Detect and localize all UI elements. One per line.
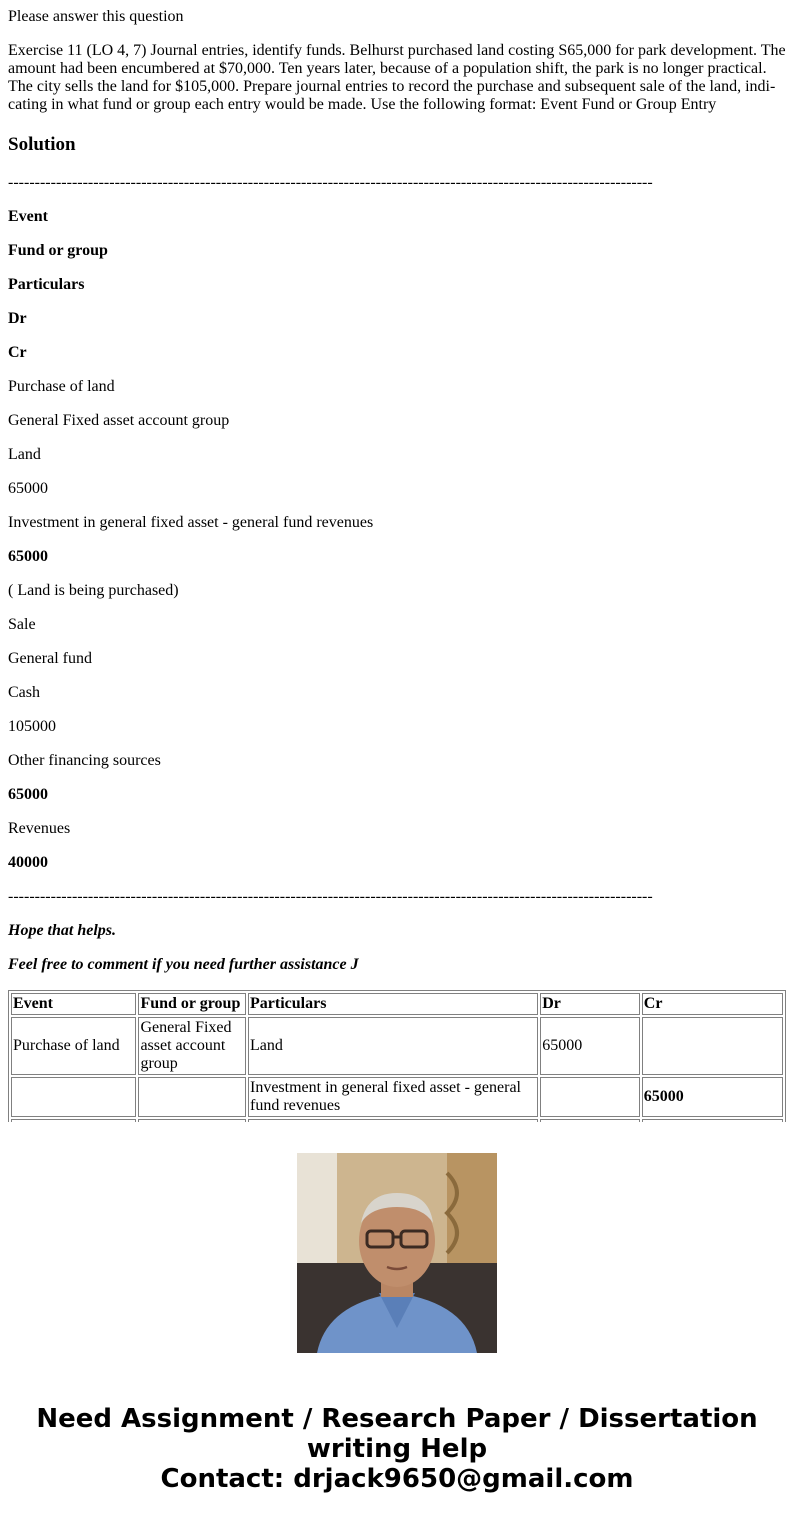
- solution-line: Event: [8, 208, 48, 225]
- table-cell: Purchase of land: [11, 1017, 136, 1075]
- solution-line: 65000: [8, 548, 48, 565]
- avatar: [297, 1153, 497, 1353]
- table-header-cell: Cr: [642, 993, 783, 1015]
- table-cell: [138, 1077, 246, 1117]
- solution-line: Cr: [8, 344, 27, 361]
- solution-line: General Fixed asset account group: [8, 412, 230, 429]
- solution-line: 105000: [8, 718, 56, 735]
- table-cell: [642, 1017, 783, 1075]
- table-header-cell: Particulars: [248, 993, 538, 1015]
- solution-line: Sale: [8, 616, 36, 633]
- document-body: [8, 0, 788, 1122]
- promo-banner: [0, 1122, 794, 1523]
- table-header-cell: Event: [11, 993, 136, 1015]
- table-cell: Land: [248, 1017, 538, 1075]
- table-header-cell: Dr: [540, 993, 640, 1015]
- question-intro: Please answer this question: [8, 8, 184, 25]
- solution-line: 65000: [8, 480, 48, 497]
- solution-line: Dr: [8, 310, 27, 327]
- table-cell: [11, 1077, 136, 1117]
- table-cell: General Fixed asset account group: [138, 1017, 246, 1075]
- solution-line: 40000: [8, 854, 48, 871]
- table-cell: Investment in general fixed asset - general fund revenues: [248, 1077, 538, 1117]
- promo-line-3: Contact: drjack9650@gmail.com: [160, 1464, 634, 1494]
- promo-text: [0, 1404, 794, 1494]
- closing-hope: Hope that helps.: [8, 922, 117, 939]
- table-cell: 65000: [642, 1077, 783, 1117]
- solution-line: 65000: [8, 786, 48, 803]
- solution-line: Other financing sources: [8, 752, 161, 769]
- solution-line: Investment in general fixed asset - general fund revenues: [8, 514, 374, 531]
- solution-line: Land: [8, 446, 41, 463]
- table-header-cell: Fund or group: [138, 993, 246, 1015]
- question-text: Exercise 11 (LO 4, 7) Journal entries, identify funds. Belhurst purchased land costing S65,000 for park development. The amount had been encumbered at $70,000. Ten years later, because of a population shift, the park is no longer practical. The city sells the land for $105,000. Prepare journal entries to record the purchase and subsequent sale of the land, indi-cating in what fund or group each entry would be made. Use the following format: Event Fund or Group Entry: [8, 42, 786, 113]
- table-row: [11, 1077, 783, 1117]
- table-header-row: [11, 993, 783, 1015]
- portrait-image: [297, 1153, 497, 1353]
- solution-heading: Solution: [8, 134, 76, 155]
- separator-bottom: -------------------------------------------------------------------------------------------------------------------------: [8, 888, 653, 905]
- solution-line: Revenues: [8, 820, 71, 837]
- solution-line: Fund or group: [8, 242, 108, 259]
- solution-line: General fund: [8, 650, 92, 667]
- promo-line-1: Need Assignment / Research Paper / Dissertation: [36, 1404, 758, 1434]
- table-row: [11, 1017, 783, 1075]
- table-cell: 65000: [540, 1017, 640, 1075]
- solution-line: Particulars: [8, 276, 85, 293]
- solution-lines: [8, 208, 788, 872]
- table-cell: [540, 1077, 640, 1117]
- separator-top: -------------------------------------------------------------------------------------------------------------------------: [8, 174, 653, 191]
- solution-line: Purchase of land: [8, 378, 115, 395]
- solution-line: Cash: [8, 684, 40, 701]
- solution-line: ( Land is being purchased): [8, 582, 179, 599]
- promo-line-2: writing Help: [306, 1434, 488, 1464]
- closing-comment: Feel free to comment if you need further assistance J: [8, 956, 359, 973]
